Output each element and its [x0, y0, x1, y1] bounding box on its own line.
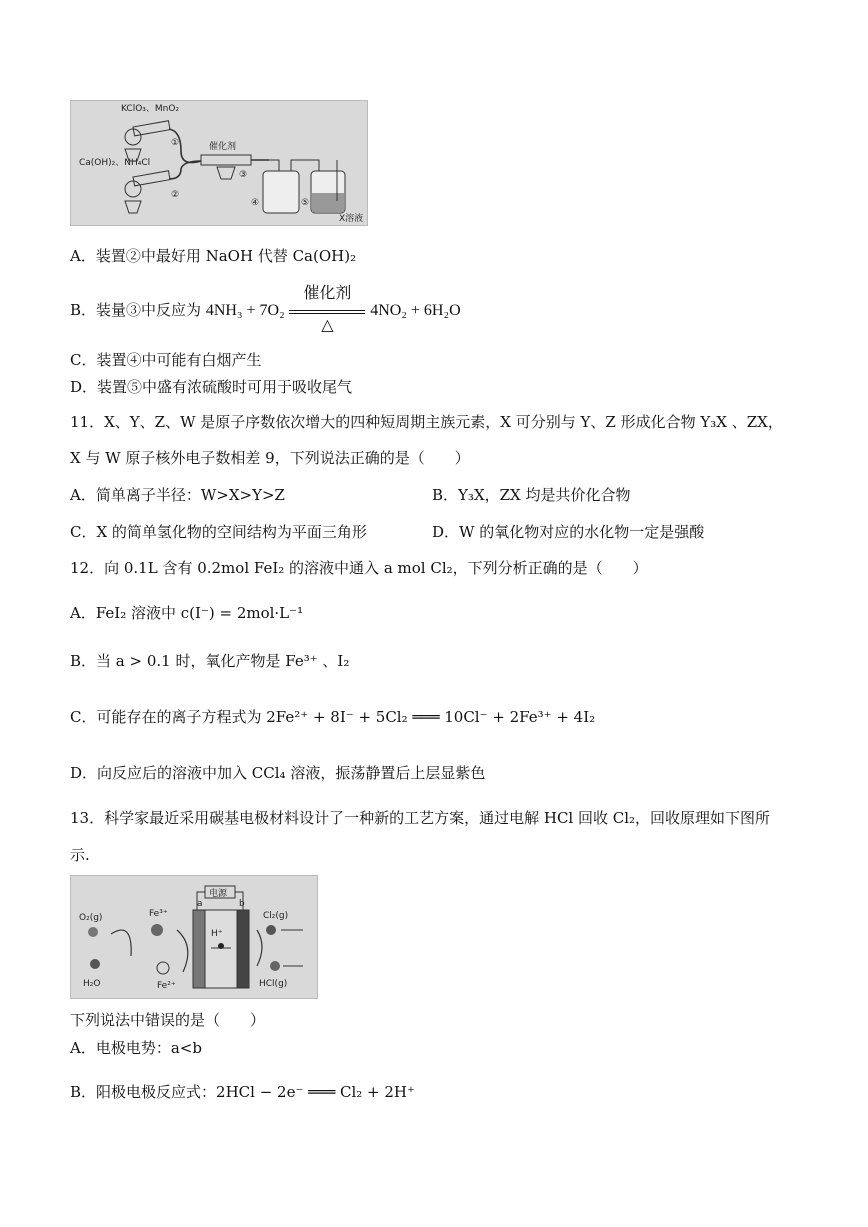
label-a: a	[197, 899, 203, 909]
label-fe3: Fe³⁺	[149, 909, 168, 919]
q10-option-b-prefix: B．装量③中反应为	[70, 301, 202, 319]
q10-option-c: C．装置④中可能有白烟产生	[70, 351, 262, 369]
q13-option-a: A．电极电势：a<b	[70, 1039, 202, 1057]
label-b: b	[239, 899, 245, 909]
label-kclo3: KClO₃、MnO₂	[121, 104, 180, 114]
label-n4: ④	[251, 198, 260, 208]
label-x-solution: X溶液	[339, 214, 364, 224]
q13-option-b: B．阳极电极反应式：2HCl − 2e⁻ ═══ Cl₂ + 2H⁺	[70, 1083, 415, 1101]
label-o2: O₂(g)	[79, 913, 103, 923]
q11-stem-2: X 与 W 原子核外电子数相差 9，下列说法正确的是（ ）	[70, 449, 470, 467]
q11-option-d: D．W 的氧化物对应的水化物一定是强酸	[432, 523, 705, 541]
q10-option-a: A．装置②中最好用 NaOH 代替 Ca(OH)₂	[70, 247, 357, 265]
q13-question: 下列说法中错误的是（ ）	[70, 1011, 266, 1029]
q12-option-b: B．当 a > 0.1 时，氧化产物是 Fe³⁺ 、I₂	[70, 652, 350, 670]
label-hcl: HCl(g)	[259, 979, 288, 989]
label-n2: ②	[171, 190, 180, 200]
q12-option-d: D．向反应后的溶液中加入 CCl₄ 溶液，振荡静置后上层显紫色	[70, 764, 486, 782]
label-n1: ①	[171, 138, 180, 148]
q10-b-condition-bottom: △	[321, 315, 334, 334]
label-hplus: H⁺	[211, 929, 223, 939]
q11-stem-1: 11．X、Y、Z、W 是原子序数依次增大的四种短周期主族元素，X 可分别与 Y、Z 形成化合物 Y₃X 、ZX，	[70, 413, 783, 431]
label-fe2: Fe²⁺	[157, 981, 176, 991]
label-power: 电源	[209, 889, 228, 899]
q12-option-a: A．FeI₂ 溶液中 c(I⁻) = 2mol·L⁻¹	[70, 604, 304, 622]
label-h2o: H₂O	[83, 979, 101, 989]
q13-stem-1: 13．科学家最近采用碳基电极材料设计了一种新的工艺方案，通过电解 HCl 回收 Cl₂，回收原理如下图所	[70, 809, 771, 827]
label-catalyst: 催化剂	[209, 142, 237, 152]
q10-b-left: 4NH₃ + 7O₂	[205, 302, 285, 319]
electrolysis-figure	[70, 875, 318, 999]
label-n3: ③	[239, 170, 248, 180]
q10-b-right: 4NO₂ + 6H₂O	[370, 302, 461, 319]
q11-option-a: A．简单离子半径：W>X>Y>Z	[70, 486, 285, 504]
label-cl2: Cl₂(g)	[263, 911, 289, 921]
q10-option-d: D．装置⑤中盛有浓硫酸时可用于吸收尾气	[70, 378, 353, 396]
q10-b-condition-top: 催化剂	[303, 283, 352, 302]
label-caoh: Ca(OH)₂、NH₄Cl	[79, 158, 151, 168]
apparatus-figure	[70, 100, 368, 226]
q11-option-c: C．X 的简单氢化物的空间结构为平面三角形	[70, 523, 367, 541]
q13-stem-2: 示.	[70, 846, 90, 864]
q11-option-b: B．Y₃X，ZX 均是共价化合物	[432, 486, 631, 504]
q10-option-b	[70, 283, 461, 334]
label-n5: ⑤	[301, 198, 310, 208]
q10-b-arrow	[289, 283, 365, 334]
q12-stem: 12．向 0.1L 含有 0.2mol FeI₂ 的溶液中通入 a mol Cl₂，下列分析正确的是（ ）	[70, 559, 648, 577]
q12-option-c: C．可能存在的离子方程式为 2Fe²⁺ + 8I⁻ + 5Cl₂ ═══ 10Cl⁻ + 2Fe³⁺ + 4I₂	[70, 708, 596, 726]
